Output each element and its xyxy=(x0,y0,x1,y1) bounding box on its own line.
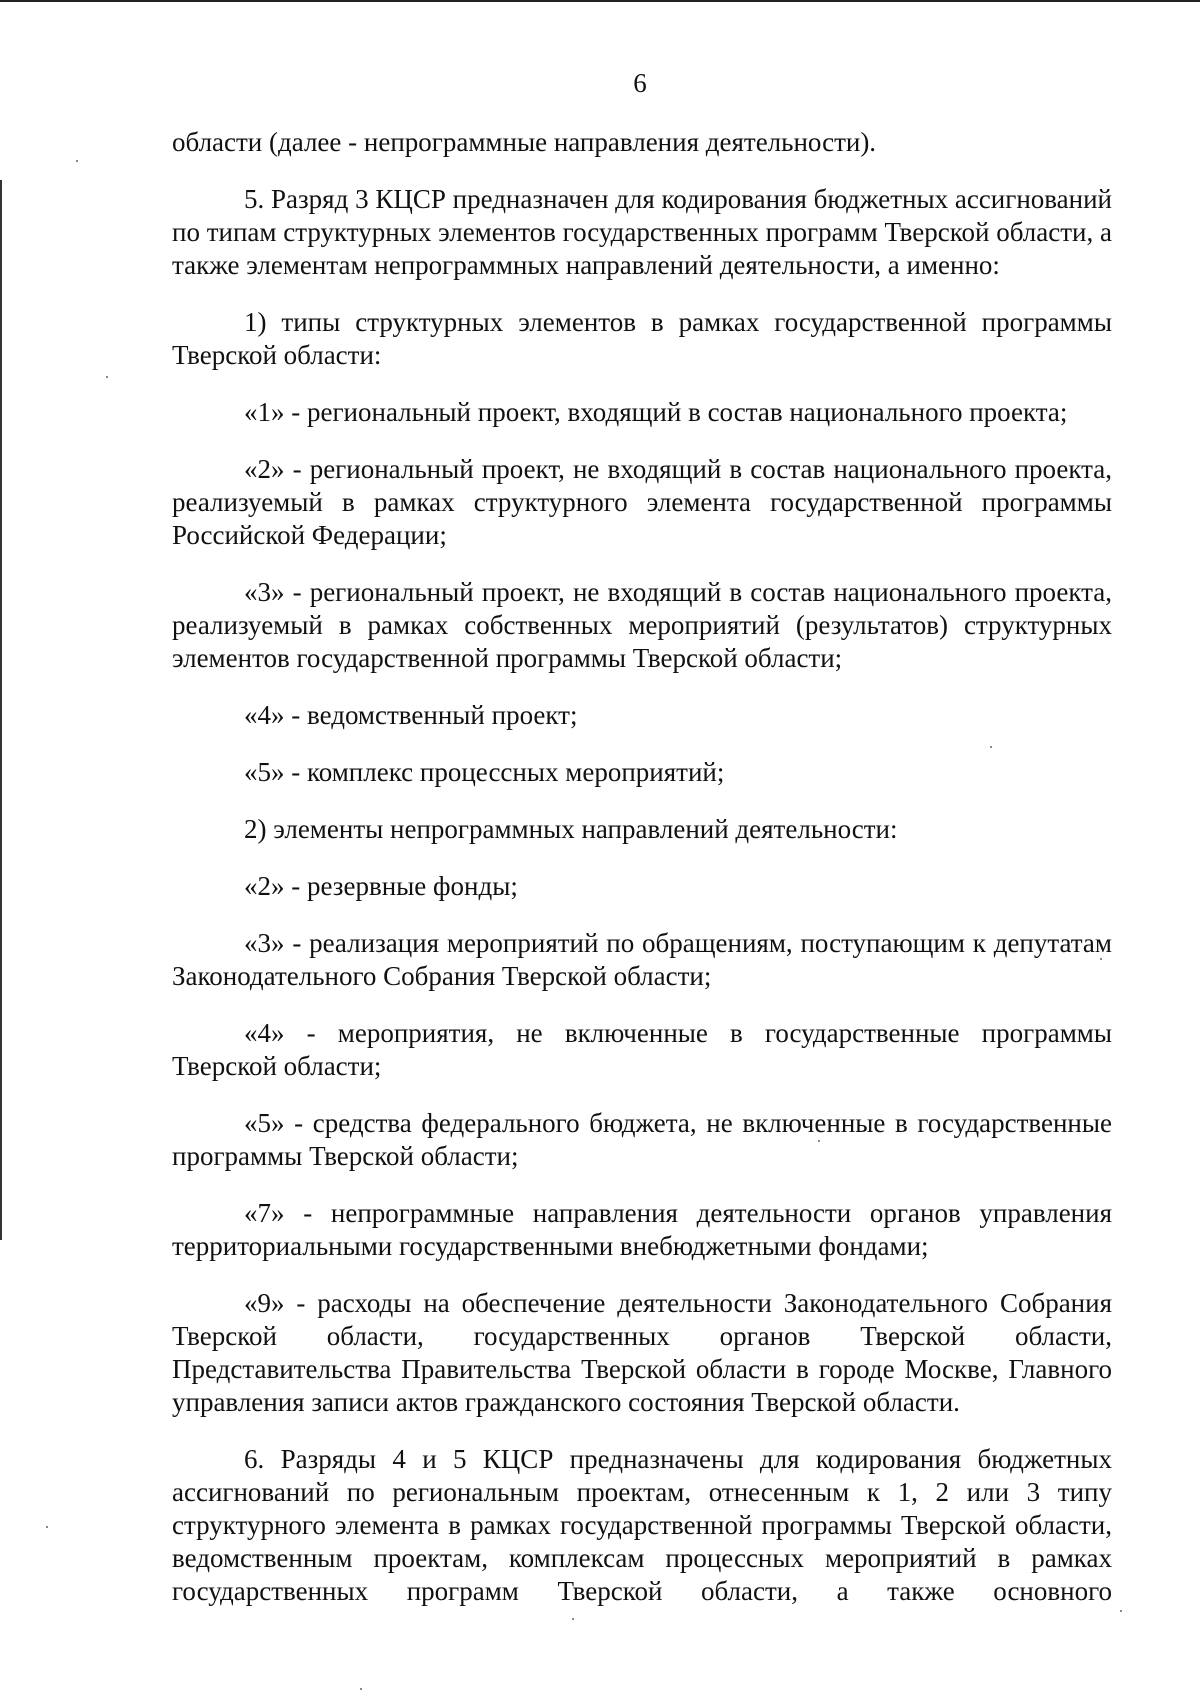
paragraph-item-6: 6. Разряды 4 и 5 КЦСР предназначены для кодирования бюджетных ассигнований по региональным проектам, отнесенным к 1, 2 или 3 типу структурного элемента в рамках государственной программы Тверской области, ведомственным проектам, комплексам процессных мероприятий в рамках государственных программ Тверской области, а также основного xyxy=(172,1444,1112,1606)
paragraph-nonprogram-code-5: «5» - средства федерального бюджета, не включенные в государственные программы Тверской области; xyxy=(172,1108,1112,1171)
paragraph-code-5: «5» - комплекс процессных мероприятий; xyxy=(244,757,725,787)
scan-speck xyxy=(818,1140,820,1142)
scan-speck xyxy=(76,160,78,162)
paragraph-code-2: «2» - региональный проект, не входящий в состав национального проекта, реализуемый в рамках структурного элемента государственной программы Российской Федерации; xyxy=(172,454,1112,550)
paragraph-subitem-2: 2) элементы непрограммных направлений деятельности: xyxy=(244,814,898,844)
paragraph-nonprogram-code-9: «9» - расходы на обеспечение деятельности Законодательного Собрания Тверской области, государственных органов Тверской области, Представительства Правительства Тверской области в городе Москве, Главного управления записи актов гражданского состояния Тверской области. xyxy=(172,1288,1112,1417)
scan-speck xyxy=(46,1526,48,1528)
paragraph-nonprogram-code-4: «4» - мероприятия, не включенные в государственные программы Тверской области; xyxy=(172,1018,1112,1081)
paragraph-nonprogram-code-3: «3» - реализация мероприятий по обращениям, поступающим к депутатам Законодательного Собрания Тверской области; xyxy=(172,928,1112,991)
paragraph-nonprogram-code-2: «2» - резервные фонды; xyxy=(244,871,518,901)
scan-speck xyxy=(1100,958,1102,960)
paragraph-code-4: «4» - ведомственный проект; xyxy=(244,700,578,730)
paragraph-code-3: «3» - региональный проект, не входящий в состав национального проекта, реализуемый в рамках собственных мероприятий (результатов) структурных элементов государственной программы Тверской области; xyxy=(172,577,1112,673)
paragraph-subitem-1: 1) типы структурных элементов в рамках государственной программы Тверской области: xyxy=(172,307,1112,370)
scan-speck xyxy=(106,376,108,378)
paragraph-item-5: 5. Разряд 3 КЦСР предназначен для кодирования бюджетных ассигнований по типам структурных элементов государственных программ Тверской области, а также элементам непрограммных направлений деятельности, а именно: xyxy=(172,184,1112,280)
paragraph-code-1: «1» - региональный проект, входящий в состав национального проекта; xyxy=(244,397,1068,427)
scan-border-top xyxy=(0,0,1200,2)
document-body xyxy=(172,126,1112,1608)
scan-border-left xyxy=(0,180,2,1240)
scan-speck xyxy=(990,746,992,748)
scan-speck xyxy=(360,1688,362,1690)
paragraph-nonprogram-code-7: «7» - непрограммные направления деятельности органов управления территориальными государственными внебюджетными фондами; xyxy=(172,1198,1112,1261)
paragraph-continuation: области (далее - непрограммные направления деятельности). xyxy=(172,127,877,157)
scan-speck xyxy=(1120,1610,1122,1612)
page-number: 6 xyxy=(633,68,647,98)
scan-speck xyxy=(572,1618,574,1620)
